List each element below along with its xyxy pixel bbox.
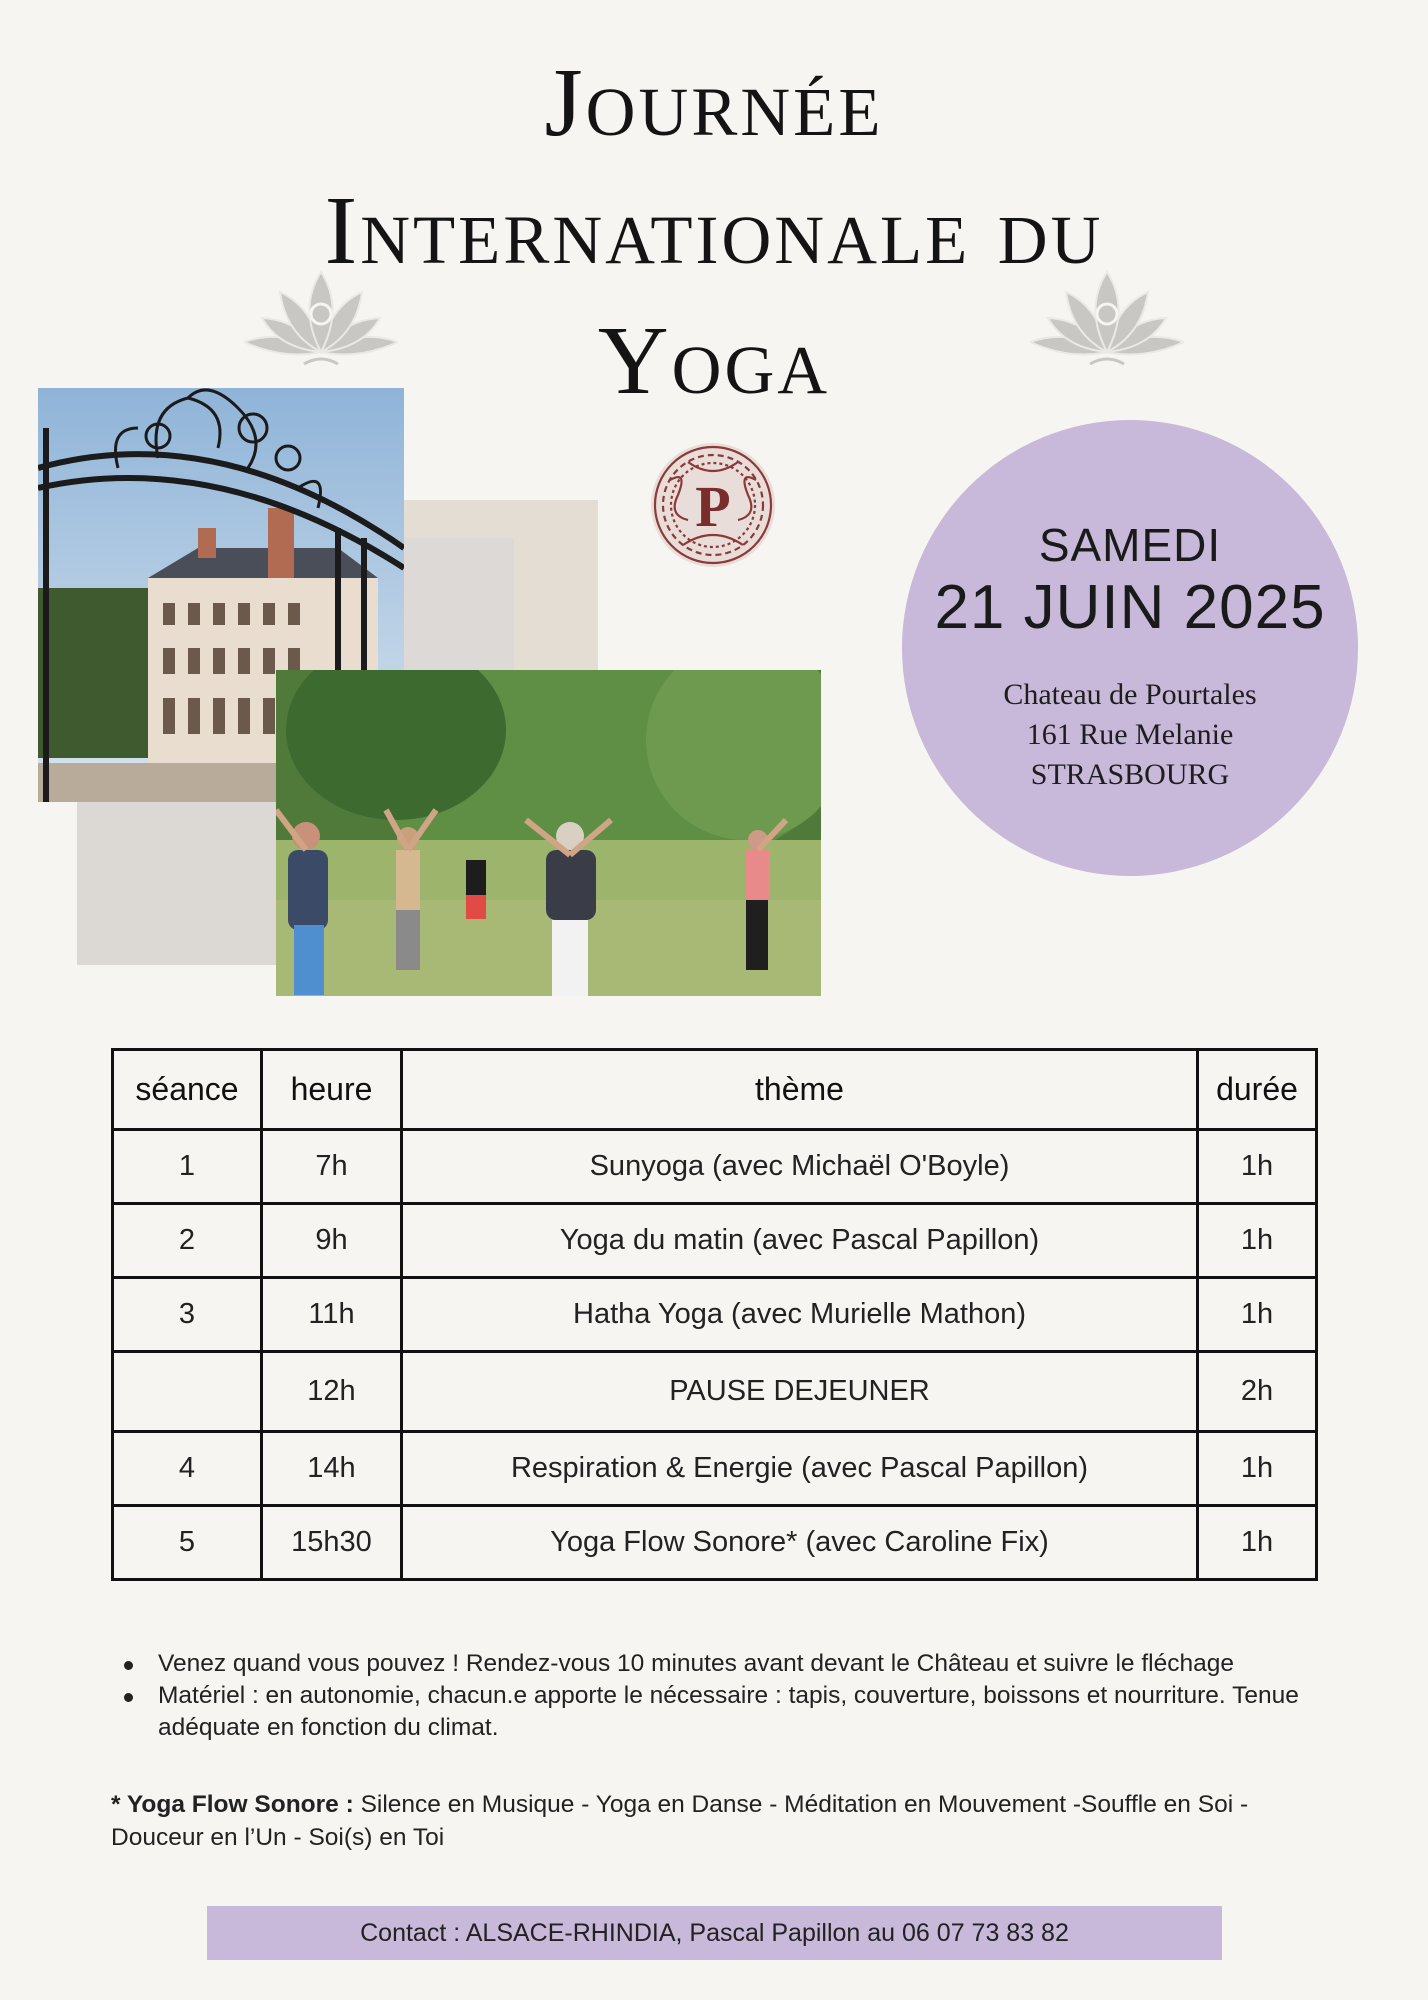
cell-theme: PAUSE DEJEUNER (402, 1352, 1198, 1432)
schedule-table (111, 1048, 1318, 1581)
footnote-text: Silence en Musique - Yoga en Danse - Méditation en Mouvement -Souffle en Soi - Douceur en l’Un - Soi(s) en Toi (111, 1791, 1249, 1851)
cell-heure: 15h30 (262, 1506, 402, 1580)
cell-seance: 2 (113, 1204, 262, 1278)
event-date: 21 JUIN 2025 (934, 573, 1326, 642)
cell-duree: 1h (1198, 1432, 1317, 1506)
title-line-1: Journée (544, 49, 884, 157)
cell-seance (113, 1352, 262, 1432)
header-theme: thème (402, 1050, 1198, 1130)
cell-heure: 7h (262, 1130, 402, 1204)
notes-list (118, 1648, 1338, 1744)
cell-seance: 5 (113, 1506, 262, 1580)
table-row (113, 1352, 1317, 1432)
table-row (113, 1204, 1317, 1278)
lotus-icon (244, 268, 398, 368)
contact-banner: Contact : ALSACE-RHINDIA, Pascal Papillon au 06 07 73 83 82 (207, 1906, 1222, 1960)
title-line-2: Internationale du (324, 177, 1104, 285)
cell-duree: 1h (1198, 1130, 1317, 1204)
cell-heure: 9h (262, 1204, 402, 1278)
title-line-3: Yoga (597, 307, 831, 415)
table-row (113, 1506, 1317, 1580)
cell-duree: 1h (1198, 1278, 1317, 1352)
decor-square (404, 538, 514, 670)
cell-theme: Respiration & Energie (avec Pascal Papillon) (402, 1432, 1198, 1506)
cell-heure: 14h (262, 1432, 402, 1506)
cell-seance: 1 (113, 1130, 262, 1204)
cell-seance: 3 (113, 1278, 262, 1352)
pourtales-logo (648, 440, 778, 570)
logo-letter: P (695, 474, 731, 539)
event-city: STRASBOURG (1030, 758, 1230, 791)
decor-square (77, 792, 277, 965)
cell-theme: Yoga du matin (avec Pascal Papillon) (402, 1204, 1198, 1278)
footnote (111, 1788, 1331, 1854)
event-venue: Chateau de Pourtales (1003, 678, 1257, 711)
cell-duree: 2h (1198, 1352, 1317, 1432)
cell-theme: Sunyoga (avec Michaël O'Boyle) (402, 1130, 1198, 1204)
table-row (113, 1278, 1317, 1352)
cell-duree: 1h (1198, 1506, 1317, 1580)
event-street: 161 Rue Melanie (1026, 718, 1234, 751)
cell-duree: 1h (1198, 1204, 1317, 1278)
cell-heure: 11h (262, 1278, 402, 1352)
event-date-badge (902, 420, 1358, 876)
table-row (113, 1130, 1317, 1204)
table-header-row (113, 1050, 1317, 1130)
event-day: SAMEDI (1038, 519, 1222, 571)
cell-theme: Hatha Yoga (avec Murielle Mathon) (402, 1278, 1198, 1352)
cell-theme: Yoga Flow Sonore* (avec Caroline Fix) (402, 1506, 1198, 1580)
lotus-icon (1030, 268, 1184, 368)
list-item: Venez quand vous pouvez ! Rendez-vous 10 minutes avant devant le Château et suivre le fléchage (118, 1648, 1338, 1680)
cell-heure: 12h (262, 1352, 402, 1432)
cell-seance: 4 (113, 1432, 262, 1506)
footnote-label: * Yoga Flow Sonore : (111, 1791, 354, 1818)
header-seance: séance (113, 1050, 262, 1130)
header-duree: durée (1198, 1050, 1317, 1130)
list-item: Matériel : en autonomie, chacun.e apporte le nécessaire : tapis, couverture, boissons et nourriture. Tenue adéquate en fonction du climat. (118, 1680, 1338, 1744)
table-row (113, 1432, 1317, 1506)
yoga-group-photo (276, 670, 821, 996)
header-heure: heure (262, 1050, 402, 1130)
